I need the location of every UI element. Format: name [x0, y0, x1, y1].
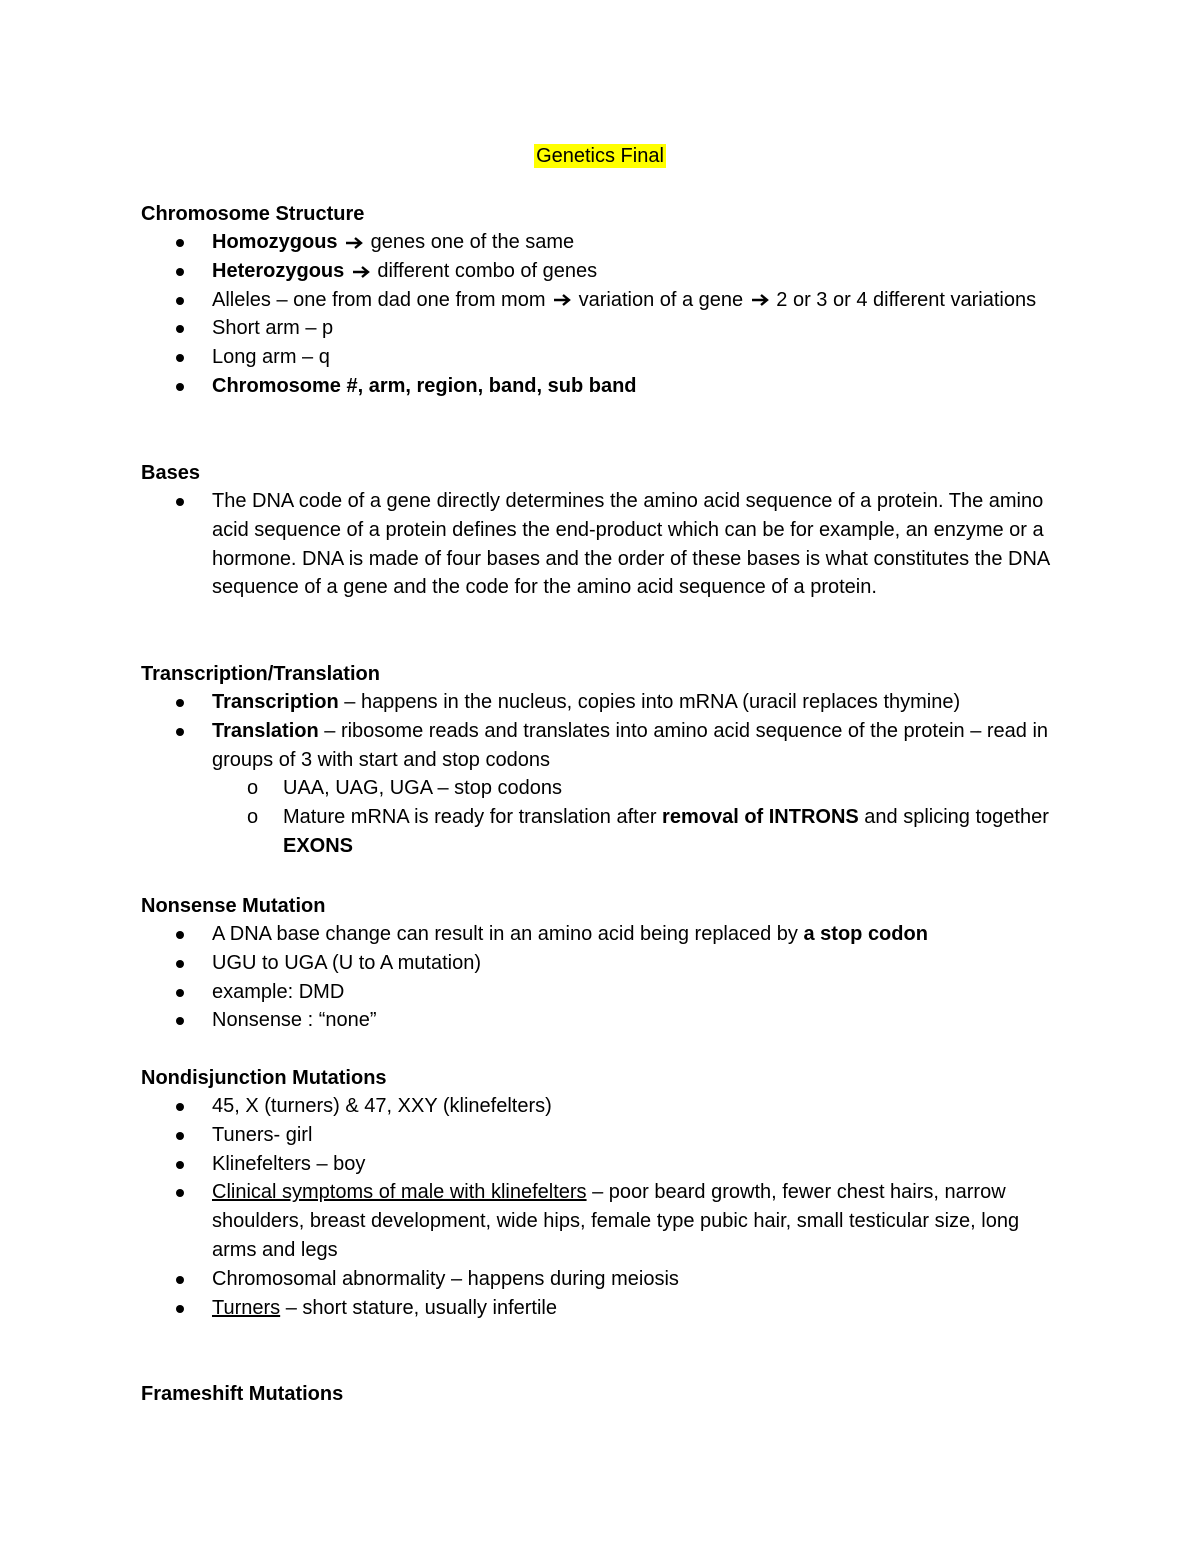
bullet-list	[141, 228, 1061, 401]
right-arrow-icon	[345, 236, 363, 250]
section-chromosome-structure	[141, 200, 1061, 401]
right-arrow-icon	[352, 265, 370, 279]
list-item	[141, 717, 1061, 775]
list-item: UGU to UGA (U to A mutation)	[141, 949, 1061, 978]
list-item: Tuners- girl	[141, 1121, 1061, 1150]
bullet-list	[141, 688, 1061, 774]
list-item	[141, 286, 1061, 315]
term: Transcription	[212, 691, 339, 713]
section-nonsense-mutation	[141, 892, 1061, 1035]
list-item: Chromosomal abnormality – happens during meiosis	[141, 1265, 1061, 1294]
text-part: variation of a gene	[573, 288, 749, 311]
list-item	[141, 1178, 1061, 1264]
definition: different combo of genes	[371, 259, 598, 282]
text-part: – short stature, usually infertile	[280, 1296, 557, 1319]
right-arrow-icon	[751, 293, 769, 307]
text-underlined: Turners	[212, 1296, 281, 1319]
list-item	[141, 920, 1061, 949]
section-heading: Chromosome Structure	[141, 203, 365, 225]
term: Translation	[212, 719, 319, 742]
text-part: – poor beard growth, fewer chest hairs, narrow shoulders, breast development, wide hips, female type pubic hair, small testicular size, long arms and legs	[212, 1181, 1020, 1261]
text-part: Alleles – one from dad one from mom	[212, 288, 552, 311]
text-bold: a stop codon	[803, 923, 928, 945]
bullet-list	[141, 487, 1061, 602]
text-part: A DNA base change can result in an amino acid being replaced by	[212, 923, 804, 945]
document-title	[0, 142, 1200, 170]
list-item: The DNA code of a gene directly determines the amino acid sequence of a protein. The amino acid sequence of a protein defines the end-product which can be for example, an enzyme or a hormone. DNA is made of four bases and the order of these bases is what constitutes the DNA sequence of a gene and the code for the amino acid sequence of a protein.	[141, 487, 1061, 602]
list-item: 45, X (turners) & 47, XXY (klinefelters)	[141, 1092, 1061, 1121]
section-heading: Transcription/Translation	[141, 663, 380, 685]
text-bold: removal of INTRONS	[662, 806, 859, 829]
definition: genes one of the same	[365, 231, 575, 253]
list-item	[141, 228, 1061, 257]
section-bases	[141, 459, 1061, 602]
section-heading: Frameshift Mutations	[141, 1383, 344, 1405]
list-item	[141, 688, 1061, 717]
section-heading: Bases	[141, 462, 200, 484]
sub-list-item	[212, 803, 1061, 861]
text-part: Mature mRNA is ready for translation after	[283, 806, 663, 829]
section-frameshift-mutations	[141, 1380, 1061, 1408]
list-item: Nonsense : “none”	[141, 1006, 1061, 1035]
section-transcription-translation	[141, 660, 1061, 861]
definition: – happens in the nucleus, copies into mRNA (uracil replaces thymine)	[338, 691, 961, 713]
list-item	[141, 257, 1061, 286]
bullet-list	[141, 920, 1061, 1035]
document-title-text: Genetics Final	[536, 145, 664, 167]
text-part: 2 or 3 or 4 different variations	[770, 288, 1037, 311]
term: Heterozygous	[212, 259, 345, 282]
list-item: Chromosome #, arm, region, band, sub band	[141, 372, 1061, 401]
right-arrow-icon	[553, 293, 571, 307]
list-item: Klinefelters – boy	[141, 1150, 1061, 1179]
sub-list-item: o UAA, UAG, UGA – stop codons	[212, 774, 1061, 803]
section-nondisjunction-mutations	[141, 1064, 1061, 1322]
bullet-list	[141, 1092, 1061, 1322]
text-part: and splicing together	[858, 806, 1049, 829]
list-item: Short arm – p	[141, 314, 1061, 343]
text-bold: EXONS	[283, 834, 354, 857]
list-item: example: DMD	[141, 978, 1061, 1007]
section-heading: Nondisjunction Mutations	[141, 1067, 387, 1089]
list-item: Long arm – q	[141, 343, 1061, 372]
section-heading: Nonsense Mutation	[141, 895, 326, 917]
sub-bullet-list	[212, 774, 1061, 860]
definition: – ribosome reads and translates into amino acid sequence of the protein – read in groups of 3 with start and stop codons	[212, 719, 1049, 771]
list-item	[141, 1294, 1061, 1323]
text-underlined: Clinical symptoms of male with klinefelters	[212, 1181, 587, 1204]
term: Homozygous	[212, 231, 338, 253]
